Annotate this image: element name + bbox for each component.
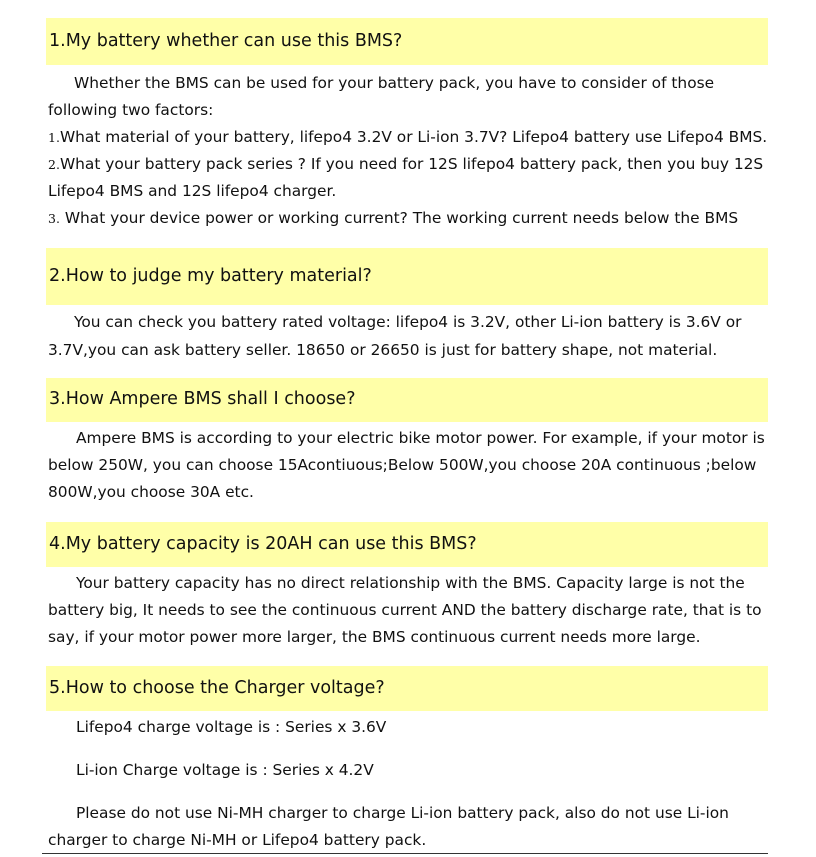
faq-answer-4-line-2: battery big, It needs to see the continuous current AND the battery discharge rate, that is to — [48, 601, 762, 619]
faq-answer-1-item-2 — [48, 151, 768, 178]
faq-heading-3: 3.How Ampere BMS shall I choose? — [46, 378, 768, 422]
faq-answer-4-line-3: say, if your motor power more larger, the BMS continuous current needs more large. — [48, 628, 701, 646]
list-number: 2. — [48, 157, 60, 172]
faq-answer-3-line-2: below 250W, you can choose 15Acontiuous;Below 500W,you choose 20A continuous ;below — [48, 456, 757, 474]
faq-heading-5: 5.How to choose the Charger voltage? — [46, 666, 768, 711]
bottom-divider — [42, 853, 768, 854]
list-number: 1. — [48, 130, 60, 145]
faq-answer-1-item-2-cont: Lifepo4 BMS and 12S lifepo4 charger. — [48, 182, 337, 200]
faq-answer-1-item-3 — [48, 205, 768, 232]
faq-answer-1-item-1 — [48, 124, 768, 151]
faq-heading-2: 2.How to judge my battery material? — [46, 248, 768, 305]
faq-answer-3-line-3: 800W,you choose 30A etc. — [48, 483, 254, 501]
faq-answer-3-line-1: Ampere BMS is according to your electric bike motor power. For example, if your motor is — [76, 429, 765, 447]
faq-answer-1-line-2: following two factors: — [48, 101, 214, 119]
faq-answer-2-line-2: 3.7V,you can ask battery seller. 18650 or 26650 is just for battery shape, not material. — [48, 341, 718, 359]
faq-answer-1-line-1: Whether the BMS can be used for your battery pack, you have to consider of those — [74, 74, 715, 92]
list-text: What your battery pack series ? If you need for 12S lifepo4 battery pack, then you buy 12S — [59, 155, 764, 173]
faq-answer-4-line-1: Your battery capacity has no direct relationship with the BMS. Capacity large is not the — [76, 574, 745, 592]
faq-answer-2-line-1: You can check you battery rated voltage: lifepo4 is 3.2V, other Li-ion battery is 3.6V or — [74, 313, 742, 331]
faq-answer-5-line-4: charger to charge Ni-MH or Lifepo4 battery pack. — [48, 831, 427, 849]
list-text: What material of your battery, lifepo4 3.2V or Li-ion 3.7V? Lifepo4 battery use Lifepo4 BMS. — [59, 128, 768, 146]
list-text: What your device power or working current? The working current needs below the BMS — [59, 209, 739, 227]
list-number: 3. — [48, 211, 60, 226]
faq-answer-5-line-3: Please do not use Ni-MH charger to charge Li-ion battery pack, also do not use Li-ion — [76, 804, 729, 822]
faq-answer-5-line-2: Li-ion Charge voltage is : Series x 4.2V — [76, 761, 374, 779]
faq-heading-4: 4.My battery capacity is 20AH can use this BMS? — [46, 522, 768, 567]
faq-heading-1: 1.My battery whether can use this BMS? — [46, 18, 768, 65]
faq-answer-5-line-1: Lifepo4 charge voltage is : Series x 3.6V — [76, 718, 387, 736]
